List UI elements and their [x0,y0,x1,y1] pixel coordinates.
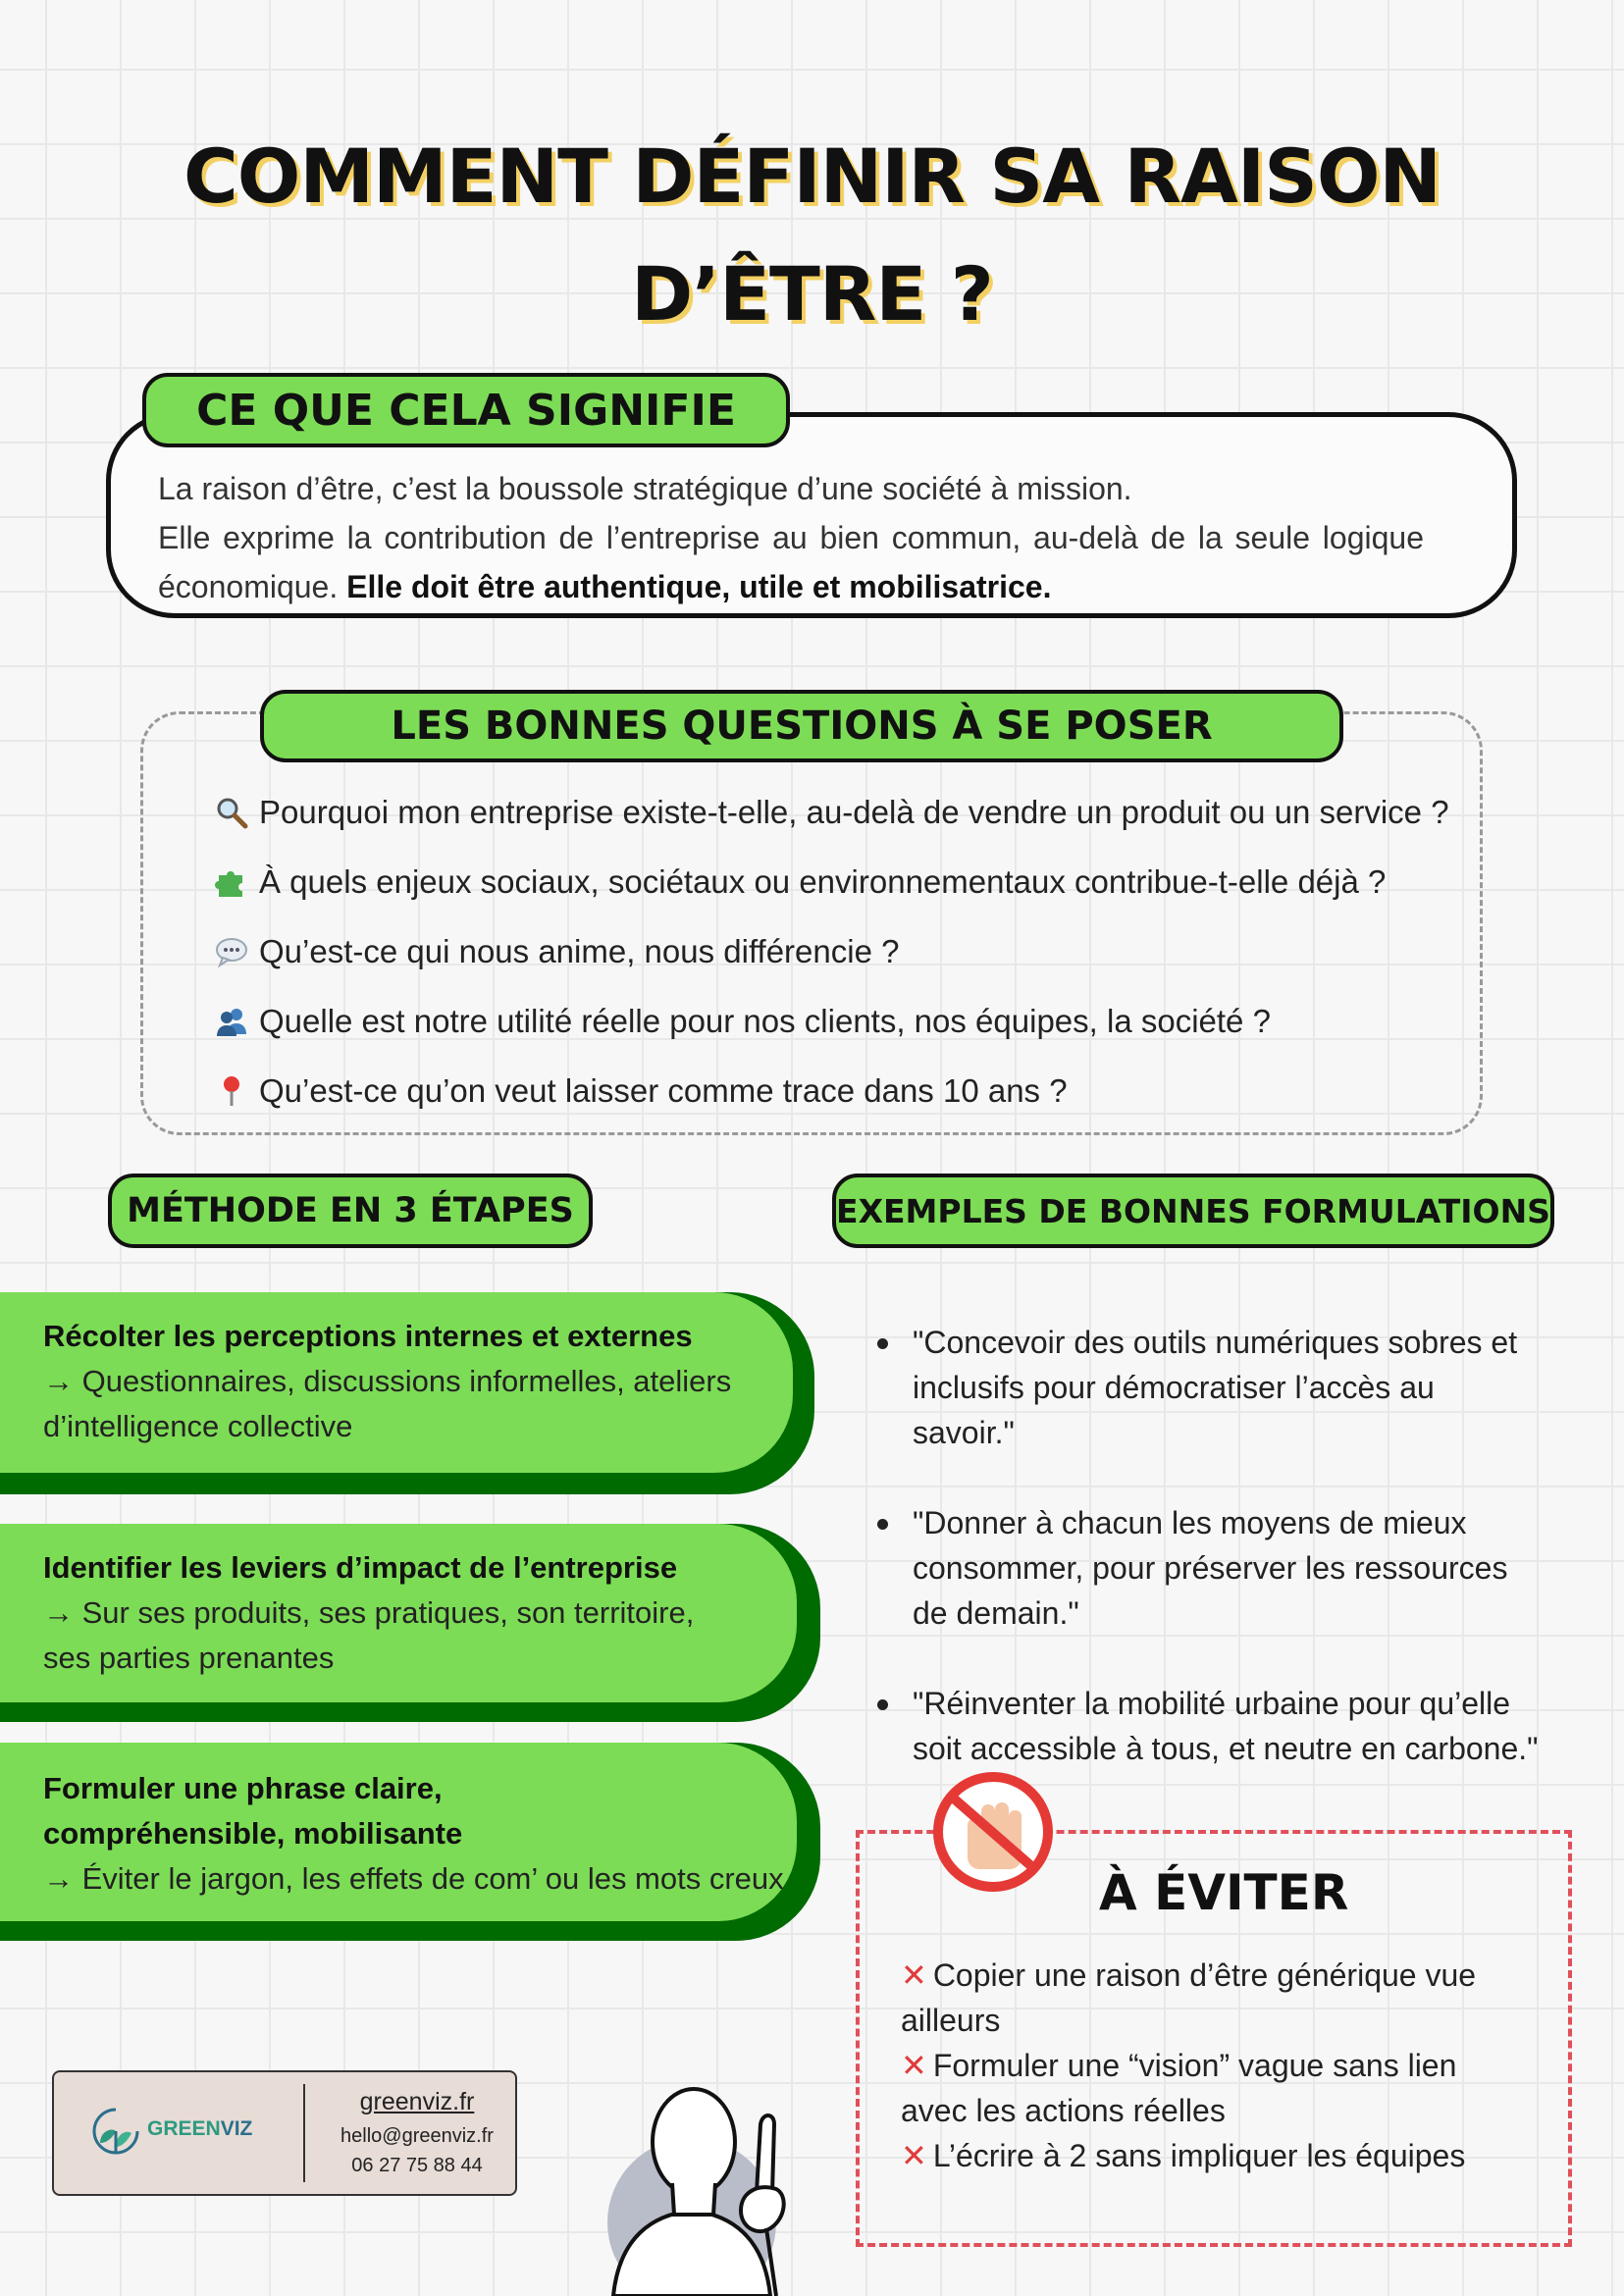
question-text: Pourquoi mon entreprise existe-t-elle, au-delà de vendre un produit ou un service ? [259,793,1449,830]
avoid-text: L’écrire à 2 sans impliquer les équipes [932,2138,1466,2173]
question-item [212,777,1449,847]
question-text: À quels enjeux sociaux, sociétaux ou environnementaux contribue-t-elle déjà ? [259,862,1387,900]
meaning-line-2 [158,513,1424,611]
question-item [212,847,1449,916]
puzzle-piece-icon [212,862,251,902]
question-text: Quelle est notre utilité réelle pour nos clients, nos équipes, la société ? [259,1002,1271,1039]
person-illustration [584,2036,819,2296]
step-content [0,1292,793,1473]
cross-icon: ✕ [901,1957,927,1994]
greenviz-logo-icon [86,2102,145,2161]
meaning-heading [142,373,790,447]
step-detail: → Questionnaires, discussions informelles, ateliers d’intelligence collective [43,1364,732,1443]
brand-green: GREEN [147,2117,221,2140]
example-item: "Concevoir des outils numériques sobres et inclusifs pour démocratiser l’accès au savoir." [873,1320,1541,1455]
website-link[interactable]: greenviz.fr [359,2088,475,2115]
step-title: Formuler une phrase claire, compréhensible, mobilisante [43,1771,463,1851]
brand-viz: VIZ [220,2117,253,2140]
meaning-text: Elle exprime la contribution de l’entreprise au bien commun, au-delà de la seule logique économique. [158,520,1424,604]
examples-heading-label: EXEMPLES DE BONNES FORMULATIONS [836,1191,1550,1230]
avoid-text: Formuler une “vision” vague sans lien avec les actions réelles [901,2048,1457,2128]
cross-icon: ✕ [901,2047,927,2084]
step-content [0,1524,797,1702]
avoid-item [901,1953,1529,2043]
questions-heading-label: LES BONNES QUESTIONS À SE POSER [391,704,1213,749]
method-heading-label: MÉTHODE EN 3 ÉTAPES [127,1191,574,1230]
phone-text: 06 27 75 88 44 [351,2155,483,2176]
questions-heading [260,690,1343,762]
question-text: Qu’est-ce qui nous anime, nous différencie ? [259,932,900,969]
step-title: Récolter les perceptions internes et externes [43,1319,693,1353]
avoid-item [901,2043,1529,2133]
examples-list [873,1320,1541,1816]
step-detail: → Sur ses produits, ses pratiques, son territoire, ses parties prenantes [43,1595,695,1675]
question-item [212,1056,1449,1125]
questions-list [212,777,1449,1125]
avoid-text: Copier une raison d’être générique vue ailleurs [901,1957,1477,2038]
title-line-2: D’ÊTRE ? [631,250,993,338]
people-icon [212,1002,251,1041]
title-line-1: COMMENT DÉFINIR SA RAISON [183,132,1441,220]
step-card [0,1743,820,1941]
page-title [0,118,1624,353]
card-divider [303,2084,305,2182]
question-text: Qu’est-ce qu’on veut laisser comme trace dans 10 ans ? [259,1071,1068,1109]
meaning-heading-label: CE QUE CELA SIGNIFIE [196,385,736,436]
example-item: "Donner à chacun les moyens de mieux consommer, pour préserver les ressources de demain." [873,1500,1541,1636]
cross-icon: ✕ [901,2137,927,2174]
examples-heading [832,1174,1554,1248]
email-text: hello@greenviz.fr [341,2125,494,2147]
method-heading [108,1174,593,1248]
example-item: "Réinventer la mobilité urbaine pour qu’elle soit accessible à tous, et neutre en carbone." [873,1681,1541,1771]
avoid-heading: À ÉVITER [1099,1864,1349,1921]
step-card [0,1292,814,1494]
step-detail: → Éviter le jargon, les effets de com’ ou les mots creux [43,1861,784,1896]
speech-bubble-icon [212,932,251,971]
magnifying-glass-icon [212,793,251,832]
brand-name [147,2117,252,2141]
step-card [0,1524,820,1722]
avoid-item [901,2133,1529,2178]
question-item [212,986,1449,1056]
question-item [212,916,1449,986]
no-hand-icon [932,1771,1054,1893]
avoid-list [901,1953,1529,2178]
meaning-bold-text: Elle doit être authentique, utile et mobilisatrice. [346,569,1052,604]
step-content [0,1743,797,1921]
meaning-line-1: La raison d’être, c’est la boussole stratégique d’une société à mission. [158,471,1132,506]
step-title: Identifier les leviers d’impact de l’entreprise [43,1550,678,1585]
pushpin-icon [212,1071,251,1111]
